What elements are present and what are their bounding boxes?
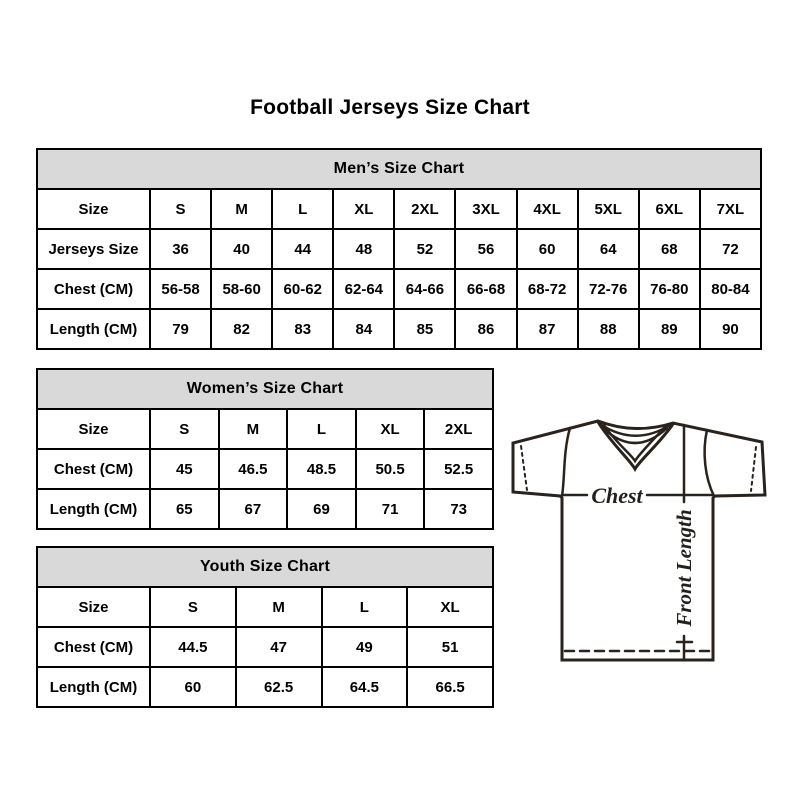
front-length-label: Front Length (672, 509, 696, 627)
size-row-label: Size (37, 409, 150, 449)
size-column-header: M (219, 409, 288, 449)
chest-label: Chest (591, 483, 643, 508)
left-cuff-dotted-line (521, 446, 527, 490)
size-value-cell: 72-76 (578, 269, 639, 309)
size-column-header: XL (356, 409, 425, 449)
size-value-cell: 46.5 (219, 449, 288, 489)
size-value-cell: 45 (150, 449, 219, 489)
row-label: Chest (CM) (37, 449, 150, 489)
size-value-cell: 56 (455, 229, 516, 269)
table-row (37, 627, 493, 667)
size-value-cell: 76-80 (639, 269, 700, 309)
size-value-cell: 68 (639, 229, 700, 269)
size-value-cell: 44.5 (150, 627, 236, 667)
size-value-cell: 83 (272, 309, 333, 349)
table-row (37, 449, 493, 489)
size-value-cell: 82 (211, 309, 272, 349)
size-header-row (37, 409, 493, 449)
table-title: Men’s Size Chart (37, 149, 761, 189)
right-sleeve-seam (705, 430, 714, 496)
table-row (37, 229, 761, 269)
size-value-cell: 69 (287, 489, 356, 529)
size-header-row (37, 189, 761, 229)
size-value-cell: 71 (356, 489, 425, 529)
table-title-row (37, 369, 493, 409)
size-value-cell: 48 (333, 229, 394, 269)
size-value-cell: 56-58 (150, 269, 211, 309)
size-column-header: 3XL (455, 189, 516, 229)
size-value-cell: 68-72 (517, 269, 578, 309)
size-column-header: 2XL (394, 189, 455, 229)
size-value-cell: 64.5 (322, 667, 408, 707)
size-column-header: 2XL (424, 409, 493, 449)
size-value-cell: 84 (333, 309, 394, 349)
youth-size-table (36, 546, 494, 708)
table-title: Youth Size Chart (37, 547, 493, 587)
size-value-cell: 49 (322, 627, 408, 667)
size-value-cell: 40 (211, 229, 272, 269)
size-value-cell: 50.5 (356, 449, 425, 489)
size-column-header: M (236, 587, 322, 627)
size-value-cell: 52 (394, 229, 455, 269)
size-value-cell: 62.5 (236, 667, 322, 707)
size-column-header: 7XL (700, 189, 761, 229)
size-value-cell: 47 (236, 627, 322, 667)
size-column-header: M (211, 189, 272, 229)
size-value-cell: 85 (394, 309, 455, 349)
size-value-cell: 66.5 (407, 667, 493, 707)
size-column-header: S (150, 189, 211, 229)
size-value-cell: 72 (700, 229, 761, 269)
womens-size-table (36, 368, 494, 530)
size-column-header: 5XL (578, 189, 639, 229)
row-label: Length (CM) (37, 489, 150, 529)
table-row (37, 309, 761, 349)
size-value-cell: 66-68 (455, 269, 516, 309)
table-row (37, 269, 761, 309)
right-cuff-dotted-line (751, 447, 756, 491)
size-value-cell: 60 (517, 229, 578, 269)
size-column-header: 4XL (517, 189, 578, 229)
page-title: Football Jerseys Size Chart (250, 96, 530, 119)
mens-size-table (36, 148, 762, 350)
size-column-header: XL (333, 189, 394, 229)
size-value-cell: 64 (578, 229, 639, 269)
table-title: Women’s Size Chart (37, 369, 493, 409)
size-value-cell: 51 (407, 627, 493, 667)
size-value-cell: 65 (150, 489, 219, 529)
jersey-diagram-svg (503, 400, 775, 672)
size-value-cell: 60 (150, 667, 236, 707)
size-value-cell: 88 (578, 309, 639, 349)
size-value-cell: 58-60 (211, 269, 272, 309)
row-label: Chest (CM) (37, 269, 150, 309)
table-row (37, 667, 493, 707)
size-column-header: S (150, 409, 219, 449)
size-column-header: L (287, 409, 356, 449)
size-row-label: Size (37, 189, 150, 229)
size-value-cell: 64-66 (394, 269, 455, 309)
size-column-header: L (322, 587, 408, 627)
size-value-cell: 87 (517, 309, 578, 349)
size-value-cell: 67 (219, 489, 288, 529)
size-value-cell: 36 (150, 229, 211, 269)
size-value-cell: 44 (272, 229, 333, 269)
size-value-cell: 80-84 (700, 269, 761, 309)
size-value-cell: 60-62 (272, 269, 333, 309)
jersey-measurement-diagram (503, 400, 775, 672)
size-value-cell: 73 (424, 489, 493, 529)
size-header-row (37, 587, 493, 627)
size-column-header: S (150, 587, 236, 627)
table-title-row (37, 149, 761, 189)
size-column-header: 6XL (639, 189, 700, 229)
row-label: Jerseys Size (37, 229, 150, 269)
size-column-header: XL (407, 587, 493, 627)
table-title-row (37, 547, 493, 587)
size-value-cell: 79 (150, 309, 211, 349)
size-value-cell: 62-64 (333, 269, 394, 309)
size-column-header: L (272, 189, 333, 229)
row-label: Length (CM) (37, 667, 150, 707)
size-value-cell: 90 (700, 309, 761, 349)
size-value-cell: 89 (639, 309, 700, 349)
size-value-cell: 52.5 (424, 449, 493, 489)
left-sleeve-seam (562, 428, 570, 496)
size-value-cell: 86 (455, 309, 516, 349)
size-row-label: Size (37, 587, 150, 627)
row-label: Length (CM) (37, 309, 150, 349)
row-label: Chest (CM) (37, 627, 150, 667)
size-value-cell: 48.5 (287, 449, 356, 489)
table-row (37, 489, 493, 529)
